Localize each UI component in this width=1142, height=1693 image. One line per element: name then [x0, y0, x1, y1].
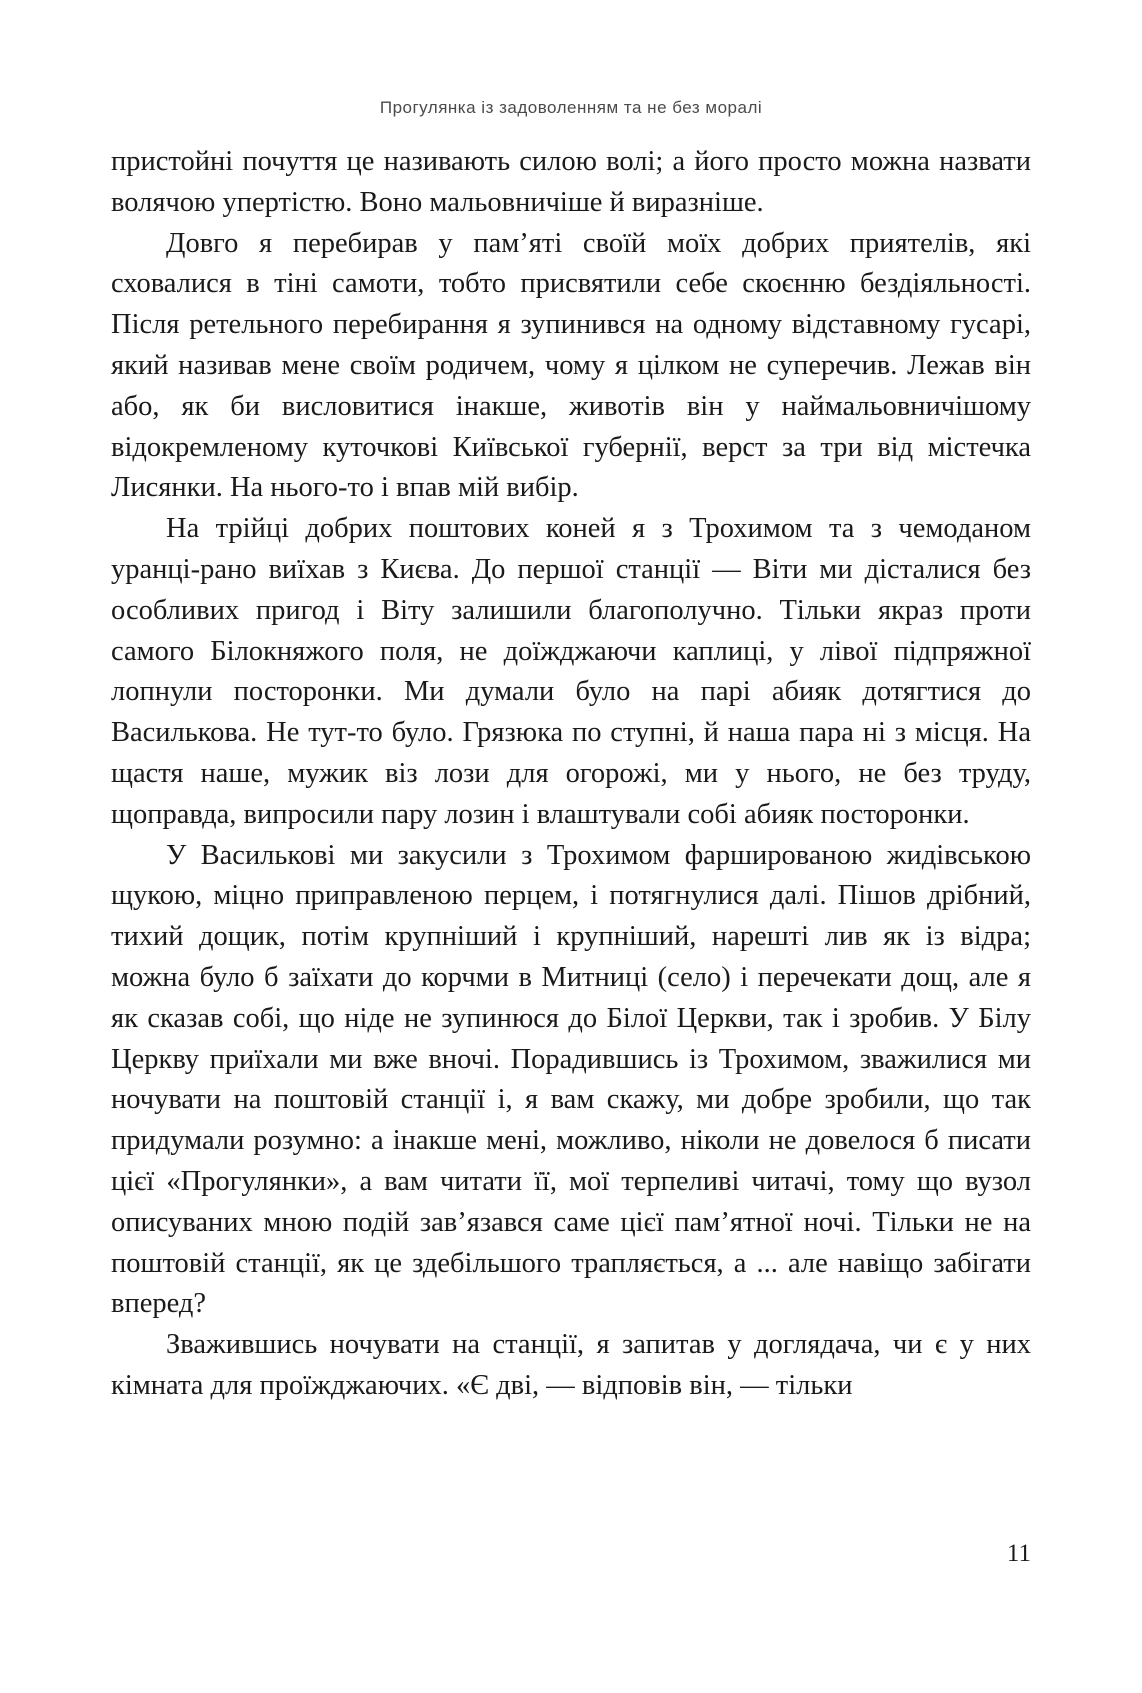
paragraph: У Василькові ми закусили з Трохимом фаршированою жидівською щукою, міцно приправленою перцем, і потягнулися далі. Пішов дрібний, тихий дощик, потім крупніший і крупніший, нарешті лив як із відра; можна було б заїхати до корчми в Митниці (село) і перечекати дощ, але я як сказав собі, що ніде не зупинюся до Білої Церкви, так і зробив. У Білу Церкву приїхали ми вже вночі. Порадившись із Трохимом, зважилися ми ночувати на поштовій станції і, я вам скажу, ми добре зробили, що так придумали розумно: а інакше мені, можливо, ніколи не довелося б писати цієї «Прогулянки», а вам читати її, мої терпеливі читачі, тому що вузол описуваних мною подій зав’язався саме цієї пам’ятної ночі. Тільки не на поштовій станції, як це здебільшого трапляється, а ... але навіщо забігати вперед?: [111, 839, 1031, 1320]
body-text: [111, 142, 1031, 1407]
paragraph: Зважившись ночувати на станції, я запитав у доглядача, чи є у них кімната для проїжджаючих. «Є дві, — відповів він, — тільки: [111, 1329, 1031, 1401]
paragraph: На трійці добрих поштових коней я з Трохимом та з чемоданом уранці-рано виїхав з Києва. До першої станції — Віти ми дісталися без особливих пригод і Віту залишили благополучно. Тільки якраз проти самого Білокняжого поля, не доїжджаючи каплиці, у лівої підпряжної лопнули посторонки. Ми думали було на парі абияк дотягтися до Василькова. Не тут-то було. Грязюка по ступні, й наша пара ні з місця. На щастя наше, мужик віз лози для огорожі, ми у нього, не без труду, щоправда, випросили пару лозин і влаштували собі абияк посторонки.: [111, 513, 1031, 830]
page-number: 11: [1006, 1540, 1031, 1567]
paragraph: пристойні почуття це називають силою волі; а його просто можна назвати волячою упертістю. Воно мальовничіше й виразніше.: [111, 146, 1031, 218]
running-header: Прогулянка із задоволенням та не без моралі: [379, 98, 763, 117]
paragraph: Довго я перебирав у пам’яті своїй моїх добрих приятелів, які сховалися в тіні самоти, тобто присвятили себе скоєнню бездіяльності. Після ретельного перебирання я зупинився на одному відставному гусарі, який називав мене своїм родичем, чому я цілком не суперечив. Лежав він або, як би висловитися інакше, животів він у наймальовничішому відокремленому куточкові Київської губернії, верст за три від містечка Лисянки. На нього-то і впав мій вибір.: [111, 227, 1031, 504]
